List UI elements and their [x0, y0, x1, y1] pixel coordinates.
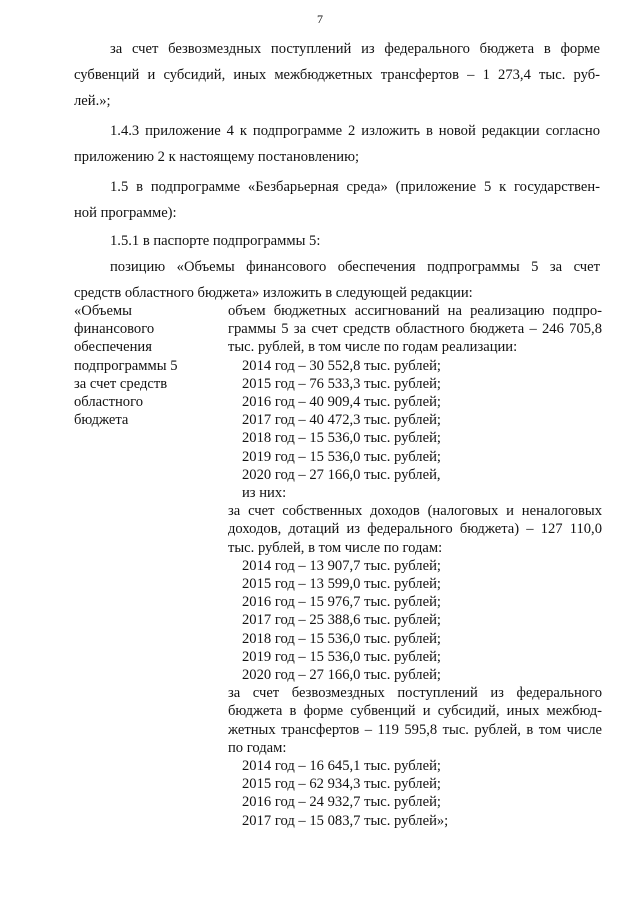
table-right-line: 2015 год – 13 599,0 тыс. рублей;	[242, 576, 441, 593]
table-right-column	[228, 302, 602, 830]
table-right-line: 2020 год – 27 166,0 тыс. рублей,	[242, 466, 441, 483]
table-right-line: 2015 год – 62 934,3 тыс. рублей;	[242, 776, 441, 793]
paragraph-line: 1.5 в подпрограмме «Безбарьерная среда» (приложение 5 к государствен-	[110, 179, 600, 195]
table-right-line: тыс. рублей, в том числе по годам:	[228, 539, 443, 556]
table-right-line: за счет собственных доходов (налоговых и неналоговых	[228, 503, 602, 520]
table-right-line: тыс. рублей, в том числе по годам реализации:	[228, 339, 518, 356]
table-right-line: 2014 год – 13 907,7 тыс. рублей;	[242, 557, 441, 574]
paragraph-line: приложению 2 к настоящему постановлению;	[74, 149, 360, 165]
table-right-line: жетных трансфертов – 119 595,8 тыс. рублей, в том числе	[228, 721, 602, 738]
paragraph-line: средств областного бюджета» изложить в следующей редакции:	[74, 285, 473, 301]
table-right-line: 2020 год – 27 166,0 тыс. рублей;	[242, 667, 441, 684]
table-right-line: за счет безвозмездных поступлений из федерального	[228, 685, 602, 702]
table-right-line: 2016 год – 40 909,4 тыс. рублей;	[242, 394, 441, 411]
paragraph-line: ной программе):	[74, 205, 177, 221]
table-right-line: доходов, дотаций из федерального бюджета) – 127 110,0	[228, 521, 602, 538]
table-right-line: 2015 год – 76 533,3 тыс. рублей;	[242, 375, 441, 392]
table-right-line: из них:	[242, 485, 287, 502]
table-right-line: 2017 год – 25 388,6 тыс. рублей;	[242, 612, 441, 629]
table-left-line: областного	[74, 394, 143, 411]
table-right-line: 2017 год – 40 472,3 тыс. рублей;	[242, 412, 441, 429]
table-left-line: обеспечения	[74, 339, 152, 356]
table-left-line: бюджета	[74, 412, 129, 429]
table-right-line: объем бюджетных ассигнований на реализацию подпро-	[228, 303, 602, 319]
table-right-line: 2019 год – 15 536,0 тыс. рублей;	[242, 648, 441, 665]
paragraph-line: за счет безвозмездных поступлений из федерального бюджета в форме	[110, 41, 600, 57]
table-right-line: бюджета в форме субвенций и субсидий, иных межбюд-	[228, 703, 602, 720]
paragraph-line: субвенций и субсидий, иных межбюджетных трансфертов – 1 273,4 тыс. руб-	[74, 67, 600, 83]
table-right-line: 2017 год – 15 083,7 тыс. рублей»;	[242, 812, 449, 829]
table-right-line: граммы 5 за счет средств областного бюджета – 246 705,8	[228, 321, 602, 338]
page-number: 7	[317, 12, 323, 26]
table-right-line: 2014 год – 30 552,8 тыс. рублей;	[242, 357, 441, 374]
paragraph-line: позицию «Объемы финансового обеспечения подпрограммы 5 за счет	[110, 259, 600, 275]
table-right-line: 2018 год – 15 536,0 тыс. рублей;	[242, 430, 441, 447]
table-left-line: финансового	[74, 321, 155, 338]
table-right-line: 2014 год – 16 645,1 тыс. рублей;	[242, 758, 441, 775]
table-left-line: «Объемы	[74, 303, 132, 319]
table-right-line: по годам:	[228, 739, 287, 756]
table-left-line: за счет средств	[74, 375, 168, 392]
table-right-line: 2016 год – 15 976,7 тыс. рублей;	[242, 594, 441, 611]
table-right-line: 2016 год – 24 932,7 тыс. рублей;	[242, 794, 441, 811]
paragraph-line: 1.4.3 приложение 4 к подпрограмме 2 изложить в новой редакции согласно	[110, 123, 600, 139]
table-left-column	[74, 302, 204, 429]
table-right-line: 2019 год – 15 536,0 тыс. рублей;	[242, 448, 441, 465]
table-right-line: 2018 год – 15 536,0 тыс. рублей;	[242, 630, 441, 647]
paragraph-line: лей.»;	[74, 93, 111, 109]
paragraph-line: 1.5.1 в паспорте подпрограммы 5:	[110, 233, 321, 249]
table-left-line: подпрограммы 5	[74, 357, 178, 374]
